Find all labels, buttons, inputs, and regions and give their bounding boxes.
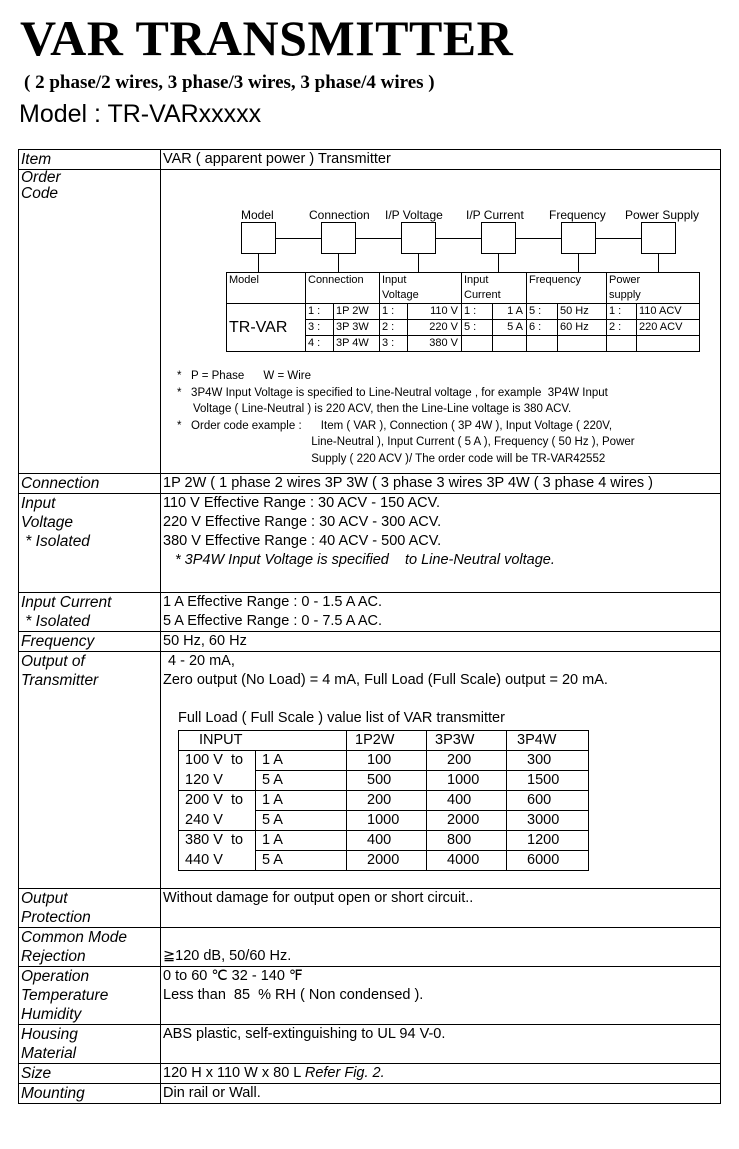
diagram-label-model: Model [241, 208, 274, 222]
order-code-table [226, 272, 700, 352]
label-input-current-1: Input Current [21, 594, 112, 611]
full-load-value: 400 [347, 831, 427, 851]
code-box-voltage [401, 222, 436, 254]
full-load-value: 200 [347, 791, 427, 811]
value-input-current [161, 593, 721, 632]
code-model-value: TR-VAR [227, 304, 306, 352]
full-load-voltage: 240 V [179, 811, 256, 831]
code-header-power-1: Power [609, 274, 641, 286]
full-load-header-3p4w: 3P4W [507, 731, 589, 751]
full-load-row [179, 751, 589, 771]
connector-line [516, 238, 561, 239]
code-cell: 110 ACV [637, 304, 700, 320]
code-cell: 380 V [408, 336, 462, 352]
label-output [19, 652, 161, 889]
full-load-voltage: 120 V [179, 771, 256, 791]
label-input-voltage [19, 494, 161, 593]
full-load-current: 5 A [256, 851, 347, 871]
row-input-current [19, 593, 721, 632]
value-input-voltage [161, 494, 721, 593]
code-cell [527, 336, 558, 352]
full-load-value: 600 [507, 791, 589, 811]
label-size: Size [19, 1064, 161, 1084]
value-operation [161, 967, 721, 1025]
code-cell: 3P 3W [334, 320, 380, 336]
code-cell: 5 : [527, 304, 558, 320]
code-cell [462, 336, 493, 352]
row-operation [19, 967, 721, 1025]
label-protection-1: Output [21, 890, 68, 907]
code-cell: 4 : [306, 336, 334, 352]
code-cell: 60 Hz [558, 320, 607, 336]
code-header-current-2: Current [464, 289, 501, 301]
code-header-frequency: Frequency [527, 273, 607, 304]
label-common-mode-2: Rejection [21, 948, 86, 965]
code-cell: 2 : [380, 320, 408, 336]
note-line: * 3P4W Input Voltage is specified to Line-Neutral voltage , for example 3P4W Input [177, 386, 608, 399]
label-order-code [19, 170, 161, 474]
code-table-row [227, 304, 700, 320]
full-load-title: Full Load ( Full Scale ) value list of VAR transmitter [178, 710, 505, 726]
full-load-value: 300 [507, 751, 589, 771]
size-reference: Refer Fig. 2. [304, 1065, 385, 1081]
code-cell: 3 : [380, 336, 408, 352]
code-box-power-supply [641, 222, 676, 254]
code-cell: 110 V [408, 304, 462, 320]
size-dimensions: 120 H x 110 W x 80 L [163, 1065, 305, 1081]
code-cell: 1 : [462, 304, 493, 320]
connector-line [498, 254, 499, 272]
operating-temperature: 0 to 60 ℃ 32 - 140 ℉ [163, 968, 303, 984]
row-size [19, 1064, 721, 1084]
code-cell [607, 336, 637, 352]
diagram-label-power-supply: Power Supply [625, 208, 700, 222]
note-line: * P = Phase W = Wire [177, 370, 312, 382]
full-load-current: 5 A [256, 771, 347, 791]
code-cell: 3 : [306, 320, 334, 336]
value-housing: ABS plastic, self-extinguishing to UL 94 V-0. [161, 1025, 721, 1064]
page-title: VAR TRANSMITTER [20, 10, 514, 66]
value-output [161, 652, 721, 889]
code-header-connection: Connection [306, 273, 380, 304]
code-cell [558, 336, 607, 352]
note-line: * Order code example : Item ( VAR ), Connection ( 3P 4W ), Input Voltage ( 220V, [177, 419, 613, 432]
current-range-line: 1 A Effective Range : 0 - 1.5 A AC. [163, 594, 382, 610]
full-load-current: 5 A [256, 811, 347, 831]
value-item: VAR ( apparent power ) Transmitter [161, 150, 721, 170]
diagram-label-connection: Connection [309, 208, 370, 222]
full-load-current: 1 A [256, 751, 347, 771]
full-load-value: 500 [347, 771, 427, 791]
full-load-value: 1000 [347, 811, 427, 831]
full-load-voltage: 200 V to [179, 791, 256, 811]
code-cell: 6 : [527, 320, 558, 336]
voltage-range-line: 110 V Effective Range : 30 ACV - 150 ACV. [163, 495, 441, 511]
full-load-row [179, 811, 589, 831]
full-load-value: 1000 [427, 771, 507, 791]
connector-line [596, 238, 641, 239]
row-connection [19, 474, 721, 494]
full-load-row [179, 851, 589, 871]
code-header-current-1: Input [464, 274, 489, 286]
value-frequency: 50 Hz, 60 Hz [161, 632, 721, 652]
row-order-code [19, 170, 721, 474]
label-input-voltage-3: * Isolated [21, 533, 90, 550]
label-protection [19, 889, 161, 928]
code-header-current [462, 273, 527, 304]
code-header-model: Model [227, 273, 306, 304]
code-cell: 220 ACV [637, 320, 700, 336]
voltage-range-line: 220 V Effective Range : 30 ACV - 300 ACV. [163, 514, 442, 530]
full-load-value: 1200 [507, 831, 589, 851]
full-load-header-1p2w: 1P2W [347, 731, 427, 751]
full-load-value: 2000 [347, 851, 427, 871]
label-input-voltage-2: Voltage [21, 514, 73, 531]
note-line: Supply ( 220 ACV )/ The order code will be TR-VAR42552 [177, 452, 606, 465]
label-operation [19, 967, 161, 1025]
operating-humidity: Less than 85 % RH ( Non condensed ). [163, 987, 424, 1003]
voltage-note: * 3P4W Input Voltage is specified to Line-Neutral voltage. [175, 552, 555, 568]
code-box-model [241, 222, 276, 254]
model-number: Model : TR-VARxxxxx [19, 100, 262, 128]
label-operation-3: Humidity [21, 1006, 82, 1023]
full-load-value: 1500 [507, 771, 589, 791]
full-load-value: 200 [427, 751, 507, 771]
code-cell: 2 : [607, 320, 637, 336]
code-cell: 5 A [493, 320, 527, 336]
code-box-frequency [561, 222, 596, 254]
label-common-mode-1: Common Mode [21, 929, 127, 946]
row-protection [19, 889, 721, 928]
code-header-power [607, 273, 700, 304]
row-input-voltage [19, 494, 721, 593]
row-frequency [19, 632, 721, 652]
full-load-current: 1 A [256, 831, 347, 851]
page-subtitle: ( 2 phase/2 wires, 3 phase/3 wires, 3 phase/4 wires ) [24, 72, 435, 93]
value-connection: 1P 2W ( 1 phase 2 wires 3P 3W ( 3 phase 3 wires 3P 4W ( 3 phase 4 wires ) [161, 474, 721, 494]
full-load-table [178, 730, 589, 871]
diagram-label-voltage: I/P Voltage [385, 208, 443, 222]
connector-line [578, 254, 579, 272]
label-housing [19, 1025, 161, 1064]
order-code-diagram [161, 170, 720, 473]
label-input-voltage-1: Input [21, 495, 56, 512]
full-load-value: 2000 [427, 811, 507, 831]
note-line: Line-Neutral ), Input Current ( 5 A ), Frequency ( 50 Hz ), Power [177, 436, 635, 448]
row-common-mode [19, 928, 721, 967]
full-load-header-3p3w: 3P3W [427, 731, 507, 751]
diagram-label-current: I/P Current [466, 208, 524, 222]
code-cell [637, 336, 700, 352]
label-code: Code [21, 185, 59, 202]
full-load-value: 800 [427, 831, 507, 851]
current-range-line: 5 A Effective Range : 0 - 7.5 A AC. [163, 613, 382, 629]
full-load-value: 100 [347, 751, 427, 771]
label-common-mode [19, 928, 161, 967]
full-load-voltage: 100 V to [179, 751, 256, 771]
full-load-voltage: 380 V to [179, 831, 256, 851]
voltage-range-line: 380 V Effective Range : 40 ACV - 500 ACV. [163, 533, 442, 549]
label-input-current-2: * Isolated [21, 613, 90, 630]
full-load-row [179, 831, 589, 851]
code-cell: 1P 2W [334, 304, 380, 320]
label-connection: Connection [19, 474, 161, 494]
full-load-value: 6000 [507, 851, 589, 871]
label-operation-1: Operation [21, 968, 90, 985]
spec-table [18, 149, 721, 1104]
full-load-value: 3000 [507, 811, 589, 831]
label-order: Order [21, 169, 61, 186]
code-cell: 1 A [493, 304, 527, 320]
connector-line [418, 254, 419, 272]
code-box-current [481, 222, 516, 254]
code-header-voltage-1: Input [382, 274, 407, 286]
row-housing [19, 1025, 721, 1064]
order-code-cell [161, 170, 721, 474]
code-header-voltage-2: Voltage [382, 289, 419, 301]
full-load-row [179, 771, 589, 791]
label-item: Item [19, 150, 161, 170]
label-housing-2: Material [21, 1045, 77, 1062]
value-protection: Without damage for output open or short circuit.. [161, 889, 721, 928]
connector-line [338, 254, 339, 272]
value-size [161, 1064, 721, 1084]
connector-line [356, 238, 401, 239]
code-cell [493, 336, 527, 352]
label-mounting: Mounting [19, 1084, 161, 1104]
code-box-connection [321, 222, 356, 254]
code-header-power-2: supply [609, 289, 641, 301]
label-operation-2: Temperature [21, 987, 109, 1004]
output-range: 4 - 20 mA, [168, 653, 235, 669]
connector-line [258, 254, 259, 272]
label-output-2: Transmitter [21, 672, 99, 689]
code-header-voltage [380, 273, 462, 304]
label-output-1: Output of [21, 653, 85, 670]
row-item [19, 150, 721, 170]
code-cell: 5 : [462, 320, 493, 336]
note-line: Voltage ( Line-Neutral ) is 220 ACV, then the Line-Line voltage is 380 ACV. [177, 403, 572, 415]
full-load-voltage: 440 V [179, 851, 256, 871]
label-housing-1: Housing [21, 1026, 78, 1043]
row-mounting [19, 1084, 721, 1104]
code-cell: 1 : [306, 304, 334, 320]
code-cell: 220 V [408, 320, 462, 336]
value-mounting: Din rail or Wall. [161, 1084, 721, 1104]
full-load-header [179, 731, 589, 751]
label-protection-2: Protection [21, 909, 91, 926]
code-cell: 1 : [607, 304, 637, 320]
label-frequency: Frequency [19, 632, 161, 652]
value-common-mode: ≧120 dB, 50/60 Hz. [161, 928, 721, 967]
code-cell: 3P 4W [334, 336, 380, 352]
connector-line [658, 254, 659, 272]
code-cell: 1 : [380, 304, 408, 320]
order-code-notes [177, 368, 635, 467]
full-load-header-input: INPUT [179, 731, 347, 751]
diagram-label-frequency: Frequency [549, 208, 606, 222]
full-load-row [179, 791, 589, 811]
full-load-value: 4000 [427, 851, 507, 871]
output-description: Zero output (No Load) = 4 mA, Full Load (Full Scale) output = 20 mA. [163, 672, 608, 688]
full-load-value: 400 [427, 791, 507, 811]
code-table-header [227, 273, 700, 304]
connector-line [436, 238, 481, 239]
connector-line [276, 238, 321, 239]
row-output [19, 652, 721, 889]
label-input-current [19, 593, 161, 632]
code-cell: 50 Hz [558, 304, 607, 320]
full-load-current: 1 A [256, 791, 347, 811]
